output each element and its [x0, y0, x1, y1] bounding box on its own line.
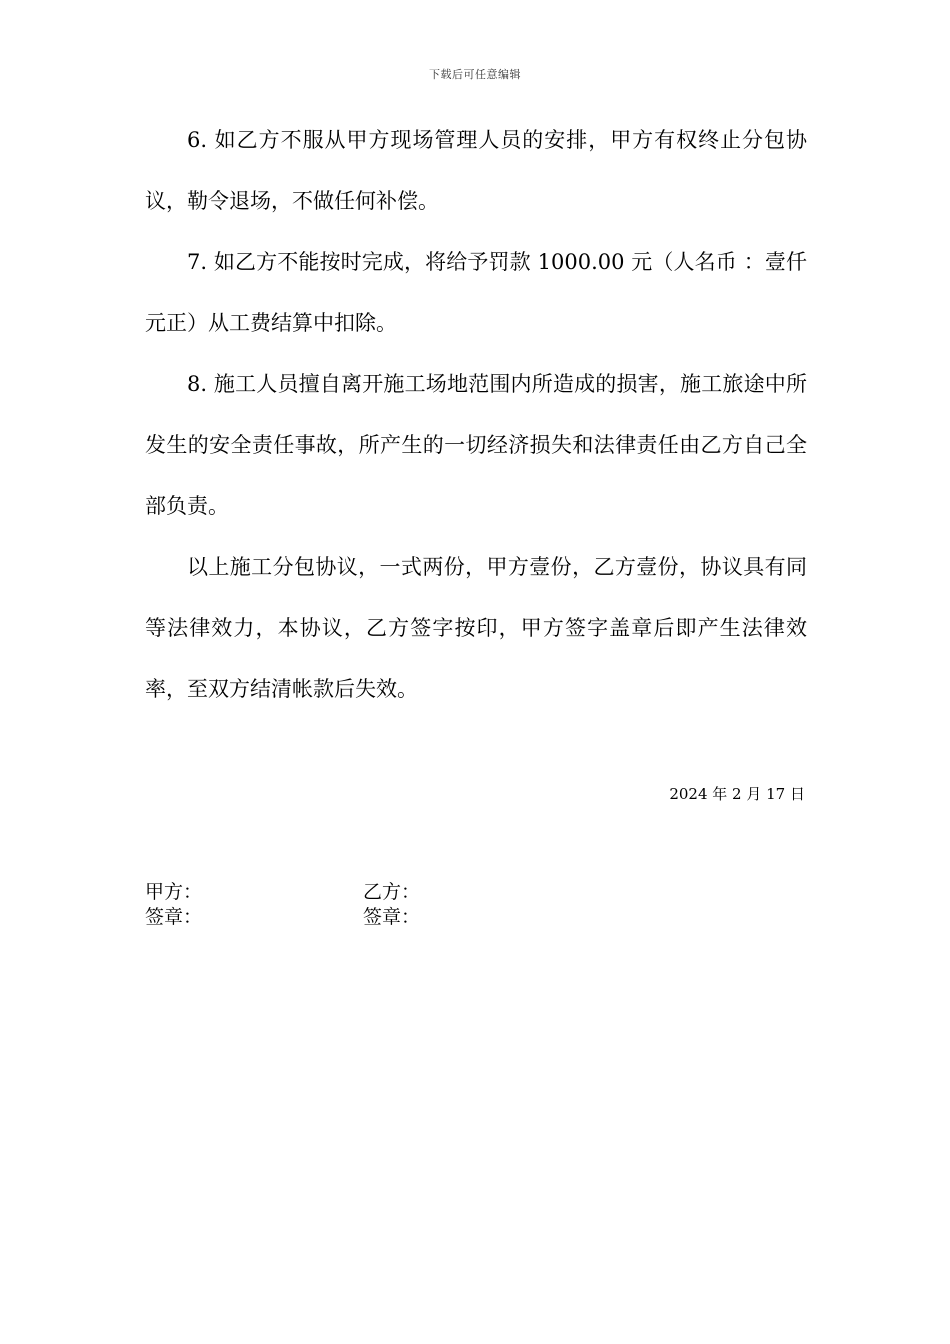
party-a-label: 甲方： [145, 881, 203, 903]
signing-date: 2024 年 2 月 17 日 [669, 785, 805, 803]
signature-block [145, 880, 420, 930]
signature-row-parties [145, 880, 420, 905]
clause-8: 8. 施工人员擅自离开施工场地范围内所造成的损害，施工旅途中所发生的安全责任事故，所产生的一切经济损失和法律责任由乙方自己全部负责。 [145, 372, 807, 518]
party-a-seal-label: 签章： [145, 906, 203, 928]
agreement-body [145, 110, 807, 720]
closing-paragraph: 以上施工分包协议，一式两份，甲方壹份，乙方壹份，协议具有同等法律效力，本协议，乙方签字按印，甲方签字盖章后即产生法律效率，至双方结清帐款后失效。 [145, 555, 807, 701]
clause-6: 6. 如乙方不服从甲方现场管理人员的安排，甲方有权终止分包协议，勒令退场，不做任何补偿。 [145, 128, 807, 213]
party-b-label: 乙方： [363, 881, 421, 903]
page-header: 下载后可任意编辑 [429, 68, 521, 81]
party-b-seal-label: 签章： [363, 906, 421, 928]
signature-row-seals [145, 905, 420, 930]
clause-7: 7. 如乙方不能按时完成，将给予罚款 1000.00 元（人名币 ：壹仟元正）从工费结算中扣除。 [145, 250, 807, 335]
